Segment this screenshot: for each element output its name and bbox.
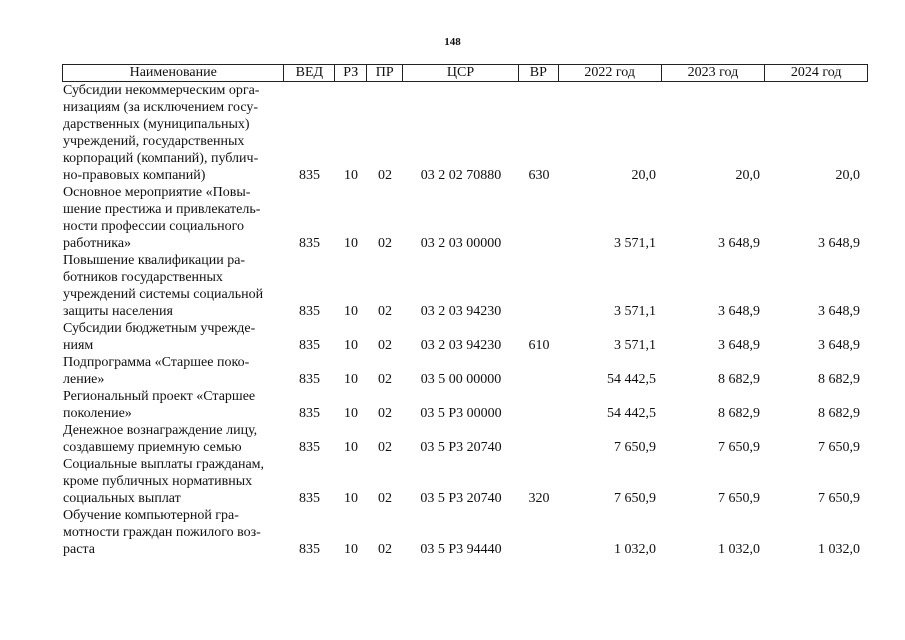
table-row <box>62 320 868 354</box>
name-line: социальных выплат <box>63 491 181 506</box>
header-vr: ВР <box>519 65 559 81</box>
row-name <box>62 354 284 388</box>
name-line: учреждений, государственных <box>63 134 245 149</box>
cell-csr: 03 5 P3 20740 <box>420 491 502 506</box>
cell-ved: 835 <box>299 542 320 557</box>
row-name <box>62 320 284 354</box>
cell-2023: 7 650,9 <box>718 440 760 455</box>
name-line: раста <box>63 542 95 557</box>
cell-2024: 7 650,9 <box>818 491 860 506</box>
cell-pr: 02 <box>378 406 392 421</box>
cell-pr: 02 <box>378 440 392 455</box>
cell-2022: 20,0 <box>631 168 656 183</box>
cell-ved: 835 <box>299 372 320 387</box>
cell-pr: 02 <box>378 542 392 557</box>
name-line: Денежное вознаграждение лицу, <box>63 423 258 438</box>
cell-ved: 835 <box>299 236 320 251</box>
cell-2023: 3 648,9 <box>718 236 760 251</box>
name-line: Основное мероприятие «Повы- <box>63 185 251 200</box>
cell-2024: 3 648,9 <box>818 304 860 319</box>
name-line: но-правовых компаний) <box>63 168 206 183</box>
cell-2024: 7 650,9 <box>818 440 860 455</box>
cell-rz: 10 <box>344 491 358 506</box>
name-line: поколение» <box>63 406 132 421</box>
cell-2022: 54 442,5 <box>607 406 656 421</box>
cell-ved: 835 <box>299 440 320 455</box>
cell-ved: 835 <box>299 406 320 421</box>
cell-2024: 3 648,9 <box>818 338 860 353</box>
cell-2024: 8 682,9 <box>818 406 860 421</box>
cell-ved: 835 <box>299 168 320 183</box>
cell-vr: 610 <box>528 338 550 353</box>
cell-pr: 02 <box>378 304 392 319</box>
table-row <box>62 354 868 388</box>
table-row <box>62 422 868 456</box>
cell-2023: 1 032,0 <box>718 542 760 557</box>
name-line: Повышение квалификации ра- <box>63 253 246 268</box>
cell-csr: 03 2 03 94230 <box>420 304 502 319</box>
cell-2022: 54 442,5 <box>607 372 656 387</box>
cell-2023: 7 650,9 <box>718 491 760 506</box>
table-row <box>62 507 868 558</box>
cell-csr: 03 2 02 70880 <box>420 168 502 183</box>
row-name <box>62 456 284 507</box>
name-line: кроме публичных нормативных <box>63 474 253 489</box>
cell-vr: 630 <box>528 168 550 183</box>
name-line: работника» <box>63 236 132 251</box>
row-name <box>62 388 284 422</box>
name-line: Обучение компьютерной гра- <box>63 508 239 523</box>
name-line: корпораций (компаний), публич- <box>63 151 259 166</box>
table-row <box>62 82 868 184</box>
cell-rz: 10 <box>344 168 358 183</box>
cell-csr: 03 2 03 94230 <box>420 338 502 353</box>
cell-pr: 02 <box>378 236 392 251</box>
name-line: Социальные выплаты гражданам, <box>63 457 265 472</box>
table-body <box>62 82 868 558</box>
cell-pr: 02 <box>378 372 392 387</box>
header-ved: ВЕД <box>284 65 335 81</box>
name-line: Субсидии некоммерческим орга- <box>63 83 260 98</box>
name-line: низациям (за исключением госу- <box>63 100 259 115</box>
name-line: шение престижа и привлекатель- <box>63 202 261 217</box>
name-line: ниям <box>63 338 94 353</box>
cell-2024: 1 032,0 <box>818 542 860 557</box>
cell-2022: 3 571,1 <box>614 236 656 251</box>
cell-csr: 03 5 P3 94440 <box>420 542 502 557</box>
name-line: дарственных (муниципальных) <box>63 117 250 132</box>
cell-csr: 03 2 03 00000 <box>420 236 502 251</box>
row-name <box>62 82 284 184</box>
cell-rz: 10 <box>344 236 358 251</box>
cell-2023: 3 648,9 <box>718 338 760 353</box>
cell-rz: 10 <box>344 304 358 319</box>
name-line: создавшему приемную семью <box>63 440 242 455</box>
name-line: Региональный проект «Старшее <box>63 389 256 404</box>
cell-pr: 02 <box>378 338 392 353</box>
row-name <box>62 184 284 252</box>
cell-rz: 10 <box>344 372 358 387</box>
cell-csr: 03 5 00 00000 <box>420 372 502 387</box>
cell-pr: 02 <box>378 491 392 506</box>
name-line: ботников государственных <box>63 270 223 285</box>
cell-2022: 3 571,1 <box>614 338 656 353</box>
header-year-2024: 2024 год <box>790 65 842 80</box>
cell-2023: 8 682,9 <box>718 372 760 387</box>
cell-pr: 02 <box>378 168 392 183</box>
header-year-2023: 2023 год <box>662 65 766 81</box>
cell-2022: 7 650,9 <box>614 491 656 506</box>
table-row <box>62 252 868 320</box>
table-row <box>62 388 868 422</box>
header-year-2022: 2022 год <box>559 65 662 81</box>
header-csr: ЦСР <box>403 65 519 81</box>
row-name <box>62 252 284 320</box>
cell-rz: 10 <box>344 338 358 353</box>
name-line: мотности граждан пожилого воз- <box>63 525 261 540</box>
table-row <box>62 184 868 252</box>
table-header <box>62 64 868 82</box>
cell-2023: 20,0 <box>735 168 760 183</box>
cell-rz: 10 <box>344 406 358 421</box>
cell-2023: 8 682,9 <box>718 406 760 421</box>
name-line: ление» <box>63 372 105 387</box>
cell-ved: 835 <box>299 338 320 353</box>
cell-rz: 10 <box>344 542 358 557</box>
header-rz: РЗ <box>335 65 367 81</box>
name-line: Подпрограмма «Старшее поко- <box>63 355 250 370</box>
cell-2024: 3 648,9 <box>818 236 860 251</box>
cell-csr: 03 5 P3 00000 <box>420 406 502 421</box>
table-row <box>62 456 868 507</box>
name-line: Субсидии бюджетным учрежде- <box>63 321 256 336</box>
name-line: ности профессии социального <box>63 219 244 234</box>
page-number: 148 <box>444 36 461 48</box>
cell-rz: 10 <box>344 440 358 455</box>
cell-2022: 3 571,1 <box>614 304 656 319</box>
cell-2023: 3 648,9 <box>718 304 760 319</box>
cell-vr: 320 <box>528 491 550 506</box>
name-line: учреждений системы социальной <box>63 287 264 302</box>
cell-ved: 835 <box>299 491 320 506</box>
header-pr: ПР <box>367 65 403 81</box>
name-line: защиты населения <box>63 304 173 319</box>
row-name <box>62 422 284 456</box>
header-name: Наименование <box>63 65 284 81</box>
cell-2024: 8 682,9 <box>818 372 860 387</box>
cell-csr: 03 5 P3 20740 <box>420 440 502 455</box>
cell-2024: 20,0 <box>835 168 860 183</box>
row-name <box>62 507 284 558</box>
cell-ved: 835 <box>299 304 320 319</box>
cell-2022: 1 032,0 <box>614 542 656 557</box>
cell-2022: 7 650,9 <box>614 440 656 455</box>
